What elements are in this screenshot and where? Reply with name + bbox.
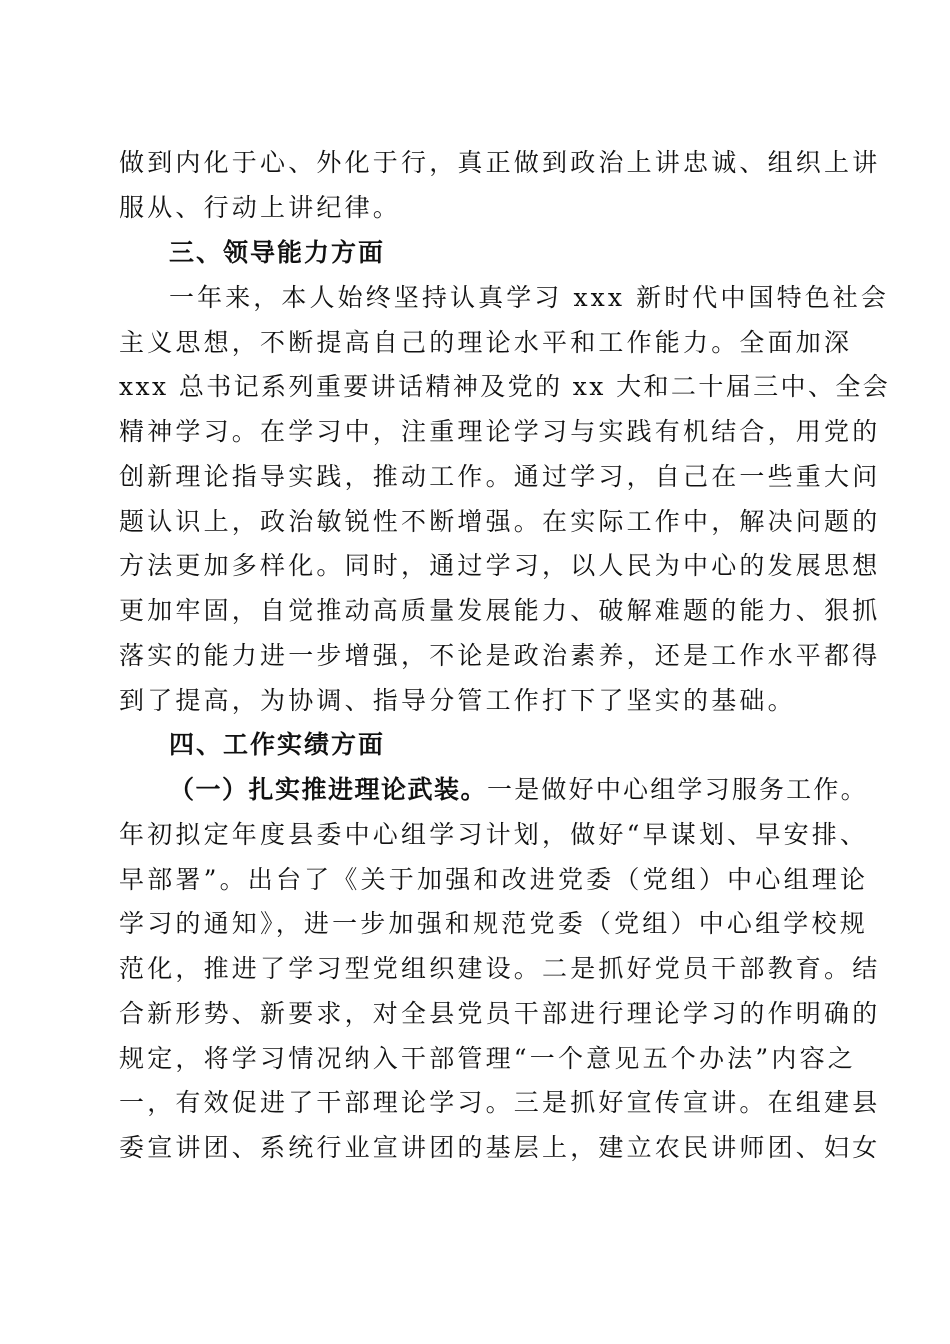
text-line: 题认识上，政治敏锐性不断增强。在实际工作中，解决问题的 <box>119 507 881 536</box>
text-line: 年初拟定年度县委中心组学习计划，做好“早谋划、早安排、 <box>119 820 869 849</box>
text-line: 委宣讲团、系统行业宣讲团的基层上，建立农民讲师团、妇女 <box>119 1133 881 1162</box>
text-fragment: 一是做好中心组学习服务工作。 <box>487 775 868 804</box>
text-line: 服从、行动上讲纪律。 <box>119 193 402 222</box>
text-line-first <box>169 768 868 812</box>
text-line: 一年来，本人始终坚持认真学习 xxx 新时代中国特色社会 <box>169 283 889 312</box>
section-heading-leadership: 三、领导能力方面 <box>169 238 386 267</box>
text-line: 一，有效促进了干部理论学习。三是抓好宣传宣讲。在组建县 <box>119 1088 881 1117</box>
text-line: 到了提高，为协调、指导分管工作打下了坚实的基础。 <box>119 686 796 715</box>
text-line: 范化，推进了学习型党组织建设。二是抓好党员干部教育。结 <box>119 954 881 983</box>
text-line: xxx 总书记系列重要讲话精神及党的 xx 大和二十届三中、全会 <box>119 372 891 401</box>
text-line: 学习的通知》，进一步加强和规范党委（党组）中心组学校规 <box>119 909 868 938</box>
text-line: 更加牢固，自觉推动高质量发展能力、破解难题的能力、狠抓 <box>119 596 881 625</box>
text-line: 创新理论指导实践，推动工作。通过学习，自己在一些重大问 <box>119 462 881 491</box>
text-line: 做到内化于心、外化于行，真正做到政治上讲忠诚、组织上讲 <box>119 148 881 177</box>
text-line: 落实的能力进一步增强，不论是政治素养，还是工作水平都得 <box>119 641 881 670</box>
section-heading-achievements: 四、工作实绩方面 <box>169 730 386 759</box>
text-line: 精神学习。在学习中，注重理论学习与实践有机结合，用党的 <box>119 417 881 446</box>
text-line: 早部署”。出台了《关于加强和改进党委（党组）中心组理论 <box>119 865 869 894</box>
text-line: 合新形势、新要求，对全县党员干部进行理论学习的作明确的 <box>119 999 881 1028</box>
text-line: 规定，将学习情况纳入干部管理“一个意见五个办法”内容之 <box>119 1044 856 1073</box>
text-line: 方法更加多样化。同时，通过学习，以人民为中心的发展思想 <box>119 551 881 580</box>
text-line: 主义思想，不断提高自己的理论水平和工作能力。全面加深 <box>119 328 853 357</box>
sub-heading: （一）扎实推进理论武装。 <box>169 775 488 804</box>
